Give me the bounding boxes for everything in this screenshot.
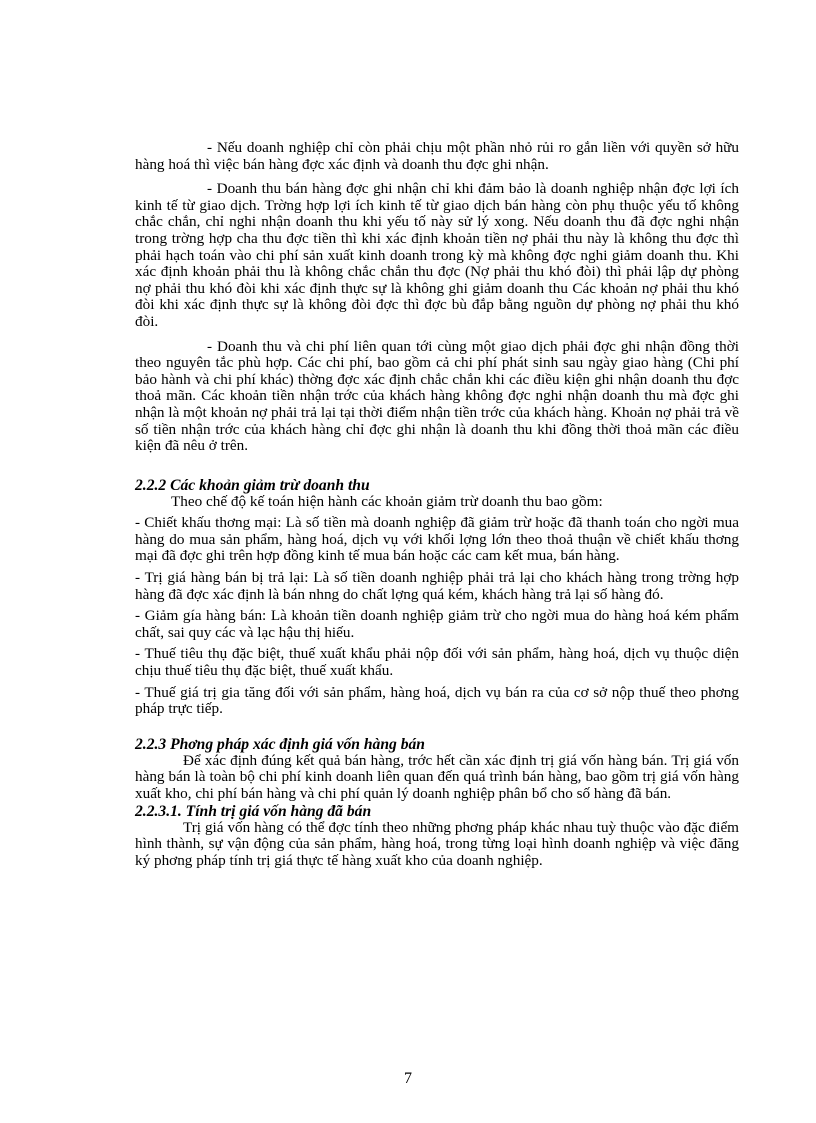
page-number: 7 (404, 1070, 412, 1087)
heading-2-2-2: 2.2.2 Các khoản giảm trừ doanh thu (135, 476, 370, 494)
paragraph-revenue-recognition: - Doanh thu bán hàng đợc ghi nhận chỉ khi đảm bảo là doanh nghiệp nhận đợc lợi ích kinh tế từ giao dịch. Trờng hợp lợi ích kinh tế từ giao dịch bán hàng còn phụ thuộc yếu tố không chắc chắn, chỉ nghi nhận doanh thu khi yếu tố này sử lý xong. Nếu doanh thu đã đợc nghi nhận trong trờng hợp cha thu đợc tiền thì khi xác định khoản tiền nợ phải thu này là không thu đợc thì phải hạch toán vào chi phí sản xuất kinh doanh trong kỳ mà không đợc nghi giảm doanh thu. Khi xác định khoản phải thu là không chắc chắn thu đợc (Nợ phải thu khó đòi) thì phải lập dự phòng nợ phải thu khó đòi khi xác định thực sự là không ghi giảm doanh thu Các khoản nợ phải thu khó đòi khi xác định thực sự là không đòi đợc thì đợc bù đắp bằng nguồn dự phòng nợ phải thu khó đòi. (135, 180, 739, 330)
heading-2-2-3-1: 2.2.3.1. Tính trị giá vốn hàng đã bán (135, 802, 372, 820)
heading-2-2-3: 2.2.3 Phơng pháp xác định giá vốn hàng bán (135, 735, 425, 753)
list-item-sales-returns: - Trị giá hàng bán bị trả lại: Là số tiền doanh nghiệp phải trả lại cho khách hàng trong trờng hợp hàng đã đợc xác định là bán nhng do chất lợng quá kém, khách hàng trả lại số hàng đó. (135, 569, 739, 603)
paragraph-risk: - Nếu doanh nghiệp chỉ còn phải chịu một phần nhỏ rủi ro gắn liền với quyền sở hữu hàng hoá thì việc bán hàng đợc xác định và doanh thu đợc ghi nhận. (135, 139, 739, 173)
list-item-vat: - Thuế giá trị gia tăng đối với sản phẩm, hàng hoá, dịch vụ bán ra của cơ sở nộp thuế theo phơng pháp trực tiếp. (135, 683, 739, 718)
document-body (135, 140, 739, 869)
paragraph-revenue-expense-matching: - Doanh thu và chi phí liên quan tới cùng một giao dịch phải đợc ghi nhận đồng thời theo nguyên tắc phù hợp. Các chi phí, bao gồm cả chi phí phát sinh sau ngày giao hàng (Chi phí bảo hành và chi phí khác) thờng đợc xác định chắc chắn khi các điều kiện ghi nhận doanh thu đợc thoả mãn. Các khoản tiền nhận trớc của khách hàng không đợc nghi nhận doanh thu mà đợc ghi nhận là một khoản nợ phải trả lại tại thời điểm nhận tiền trớc của khách hàng. Khoản nợ phải trả về số tiền nhận trớc của khách hàng chỉ đợc ghi nhận là doanh thu khi đồng thời thoả mãn các điều kiện đã nêu ở trên. (135, 337, 739, 455)
paragraph-deductions-intro: Theo chế độ kế toán hiện hành các khoản giảm trừ doanh thu bao gồm: (171, 492, 603, 510)
list-item-sales-allowance: - Giảm gía hàng bán: Là khoản tiền doanh nghiệp giảm trừ cho ngời mua do hàng hoá kém phẩm chất, sai quy các và lạc hậu thị hiếu. (135, 607, 739, 641)
paragraph-valuation-methods: Trị giá vốn hàng có thể đợc tính theo những phơng pháp khác nhau tuỳ thuộc vào đặc điểm hình thành, sự vận động của sản phẩm, hàng hoá, trong từng loại hình doanh nghiệp và việc đăng ký phơng pháp tính trị giá thực tế hàng xuất kho của doanh nghiệp. (135, 818, 739, 869)
list-item-special-tax: - Thuế tiêu thụ đặc biệt, thuế xuất khẩu phải nộp đối với sản phẩm, hàng hoá, dịch vụ thuộc diện chịu thuế tiêu thụ đặc biệt, thuế xuất khẩu. (135, 645, 739, 680)
list-item-trade-discount: - Chiết khấu thơng mại: Là số tiền mà doanh nghiệp đã giảm trừ hoặc đã thanh toán cho ngời mua hàng do mua sản phẩm, hàng hoá, dịch vụ với khối lợng lớn theo thoả thuận về chiết khấu thơng mại đã đợc ghi trên hợp đồng kinh tế mua bán hoặc các cam kết mua, bán hàng. (135, 514, 739, 565)
paragraph-cost-of-goods: Để xác định đúng kết quả bán hàng, trớc hết cần xác định trị giá vốn hàng bán. Trị giá vốn hàng bán là toàn bộ chi phí kinh doanh liên quan đến quá trình bán hàng, bao gồm trị giá vốn hàng xuất kho, chi phí bán hàng và chi phí quản lý doanh nghiệp phân bổ cho số hàng đã bán. (135, 751, 739, 802)
